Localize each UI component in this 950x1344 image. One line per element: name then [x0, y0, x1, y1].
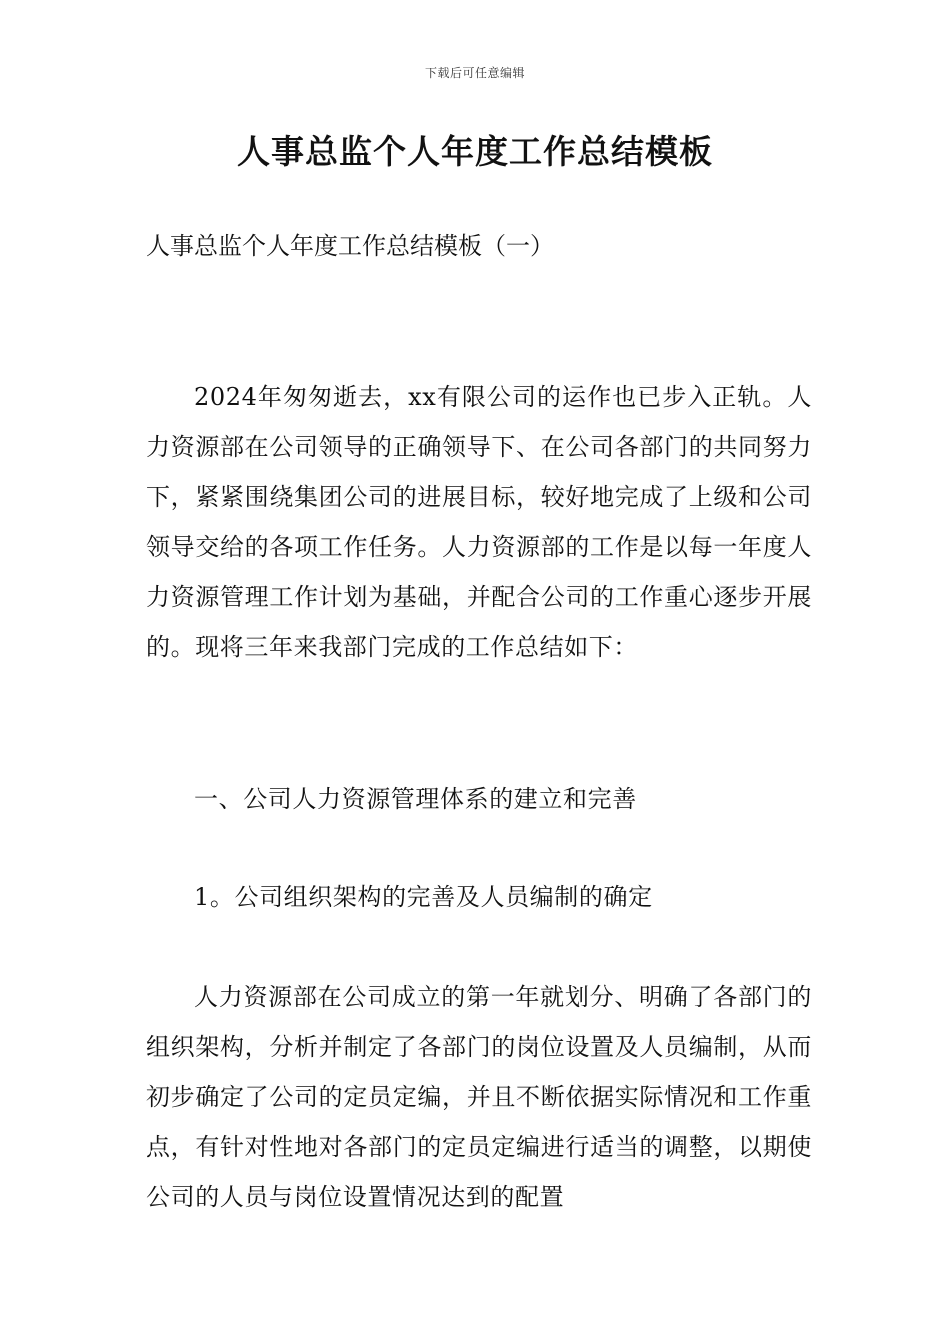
- header-note: 下载后可任意编辑: [424, 66, 525, 80]
- document-subtitle: 人事总监个人年度工作总结模板（一）: [146, 232, 554, 260]
- section-heading: 一、公司人力资源管理体系的建立和完善: [194, 785, 637, 813]
- intro-paragraph: 2024年匆匆逝去，xx有限公司的运作也已步入正轨。人力资源部在公司领导的正确领导下、在公司各部门的共同努力下，紧紧围绕集团公司的进展目标，较好地完成了上级和公司领导交给的各项工作任务。人力资源部的工作是以每一年度人力资源管理工作计划为基础，并配合公司的工作重心逐步开展的。现将三年来我部门完成的工作总结如下：: [146, 383, 812, 661]
- item-body-paragraph: 人力资源部在公司成立的第一年就划分、明确了各部门的组织架构，分析并制定了各部门的岗位设置及人员编制，从而初步确定了公司的定员定编，并且不断依据实际情况和工作重点，有针对性地对各部门的定员定编进行适当的调整，以期使公司的人员与岗位设置情况达到的配置: [146, 983, 812, 1211]
- item-heading: 1。公司组织架构的完善及人员编制的确定: [194, 883, 653, 911]
- document-title: 人事总监个人年度工作总结模板: [237, 132, 713, 171]
